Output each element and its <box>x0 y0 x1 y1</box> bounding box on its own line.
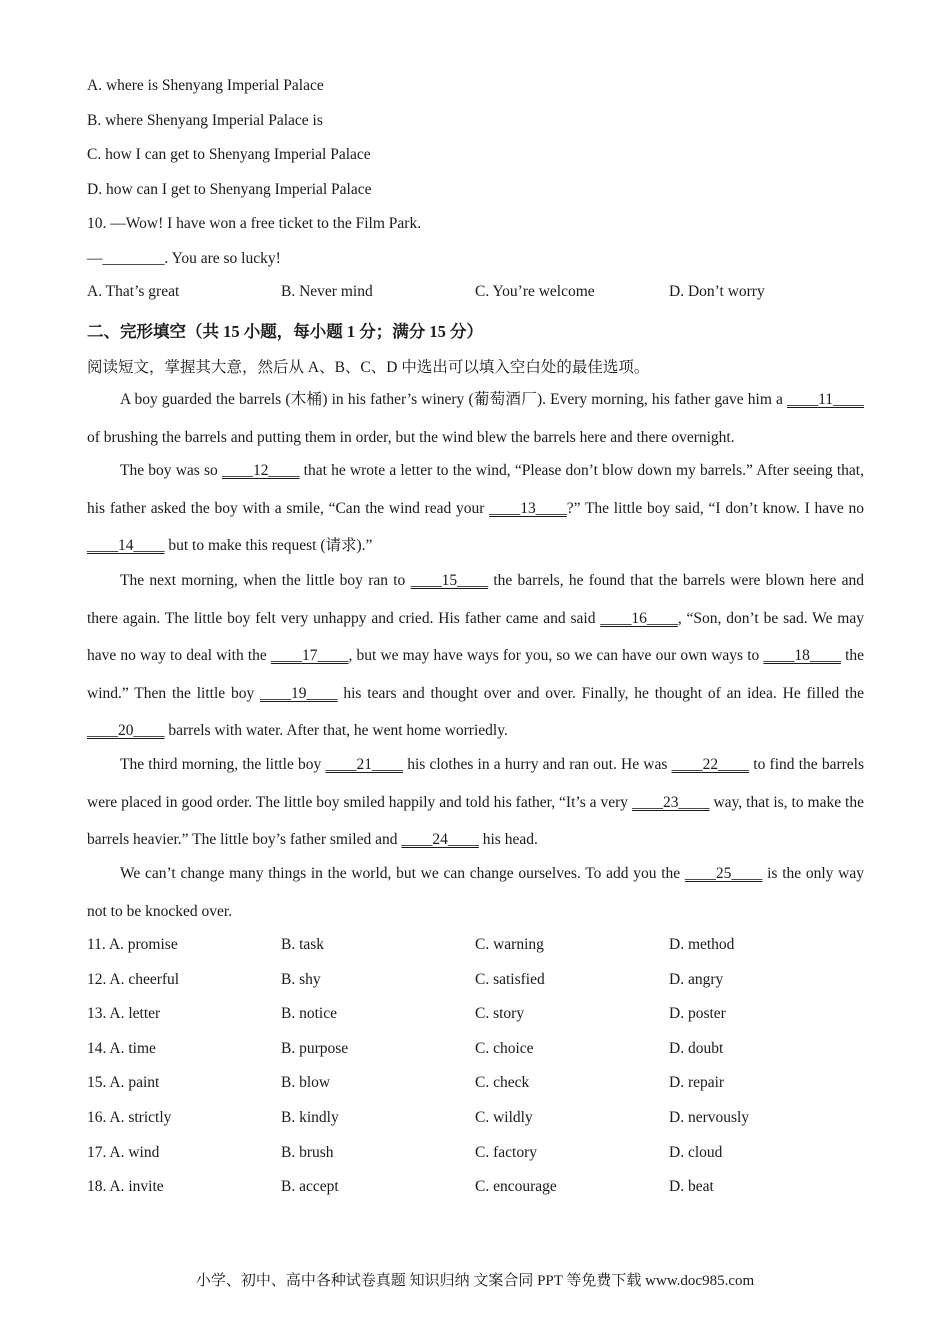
option-c: C. factory <box>475 1144 537 1161</box>
passage-text: , “Son, don’t be sad. We may have no way to deal with the <box>87 609 864 664</box>
option-b: B. purpose <box>281 1040 349 1057</box>
blank-11: ____11____ <box>787 391 864 408</box>
option-b: B. accept <box>281 1178 339 1195</box>
option-c: C. satisfied <box>475 971 545 988</box>
passage-text: of brushing the barrels and putting them in order, but the wind blew the barrels here and there overnight. <box>87 428 735 446</box>
q9-option-c: C. how I can get to Shenyang Imperial Palace <box>87 146 371 163</box>
passage-paragraph-5 <box>87 855 864 930</box>
passage-text: his head. <box>478 831 538 848</box>
blank-25: ____25____ <box>684 865 763 882</box>
blank-17: ____17____ <box>270 647 349 664</box>
blank-22: ____22____ <box>671 756 750 773</box>
question-11-options <box>87 936 877 956</box>
question-12-options <box>87 971 877 991</box>
option-a: 17. A. wind <box>87 1144 160 1161</box>
passage-text: to find the barrels were placed in good order. The little boy smiled happily and told his father, “It’s a very <box>87 756 864 811</box>
option-d: D. method <box>669 936 735 953</box>
option-b: B. task <box>281 936 325 953</box>
q10-option-a: A. That’s great <box>87 283 180 300</box>
option-a: 13. A. letter <box>87 1005 161 1022</box>
option-c: C. warning <box>475 936 544 953</box>
section-title: 二、完形填空（共 15 小题，每小题 1 分；满分 15 分） <box>87 322 483 341</box>
question-16-options <box>87 1109 877 1129</box>
q10-response: —________. You are so lucky! <box>87 250 281 267</box>
passage-text: The boy was so <box>120 462 222 479</box>
passage-text: The next morning, when the little boy ran to <box>120 572 411 589</box>
passage-text: The third morning, the little boy <box>120 756 326 773</box>
passage-paragraph-3 <box>87 562 864 750</box>
option-c: C. choice <box>475 1040 534 1057</box>
option-b: B. blow <box>281 1074 331 1091</box>
q9-option-a: A. where is Shenyang Imperial Palace <box>87 77 324 94</box>
question-14-options <box>87 1040 877 1060</box>
passage-text: that he wrote a letter to the wind, “Please don’t blow down my barrels.” After seeing that, his father asked the boy with a smile, “Can the wind read your <box>87 462 864 517</box>
passage-text: We can’t change many things in the world, but we can change ourselves. To add you the <box>120 865 685 882</box>
q10-prompt: 10. —Wow! I have won a free ticket to the Film Park. <box>87 215 422 232</box>
blank-18: ____18____ <box>763 647 841 664</box>
option-b: B. shy <box>281 971 321 988</box>
question-15-options <box>87 1074 877 1094</box>
passage-text: barrels with water. After that, he went home worriedly. <box>164 722 508 739</box>
q9-option-b: B. where Shenyang Imperial Palace is <box>87 112 323 129</box>
option-d: D. nervously <box>669 1109 750 1126</box>
passage-paragraph-2 <box>87 452 864 565</box>
question-18-options <box>87 1178 877 1198</box>
blank-20: ____20____ <box>87 722 165 739</box>
question-17-options <box>87 1144 877 1164</box>
q10-option-b: B. Never mind <box>281 283 373 300</box>
option-c: C. check <box>475 1074 530 1091</box>
option-d: D. repair <box>669 1074 725 1091</box>
blank-13: ____13____ <box>489 499 567 517</box>
q10-option-d: D. Don’t worry <box>669 283 765 300</box>
option-a: 16. A. strictly <box>87 1109 172 1126</box>
option-d: D. cloud <box>669 1144 723 1161</box>
option-a: 11. A. promise <box>87 936 178 953</box>
blank-14: ____14____ <box>87 537 165 554</box>
option-b: B. kindly <box>281 1109 339 1126</box>
blank-21: ____21____ <box>325 756 403 773</box>
option-a: 18. A. invite <box>87 1178 164 1195</box>
option-a: 12. A. cheerful <box>87 971 180 988</box>
passage-paragraph-4 <box>87 746 864 859</box>
q9-option-d: D. how can I get to Shenyang Imperial Palace <box>87 181 372 198</box>
blank-15: ____15____ <box>410 572 489 589</box>
option-a: 15. A. paint <box>87 1074 160 1091</box>
passage-text: A boy guarded the barrels (木桶) in his father’s winery (葡萄酒厂). Every morning, his father gave him a <box>120 391 788 408</box>
blank-19: ____19____ <box>260 684 338 702</box>
page-footer: 小学、初中、高中各种试卷真题 知识归纳 文案合同 PPT 等免费下载 www.doc985.com <box>195 1273 755 1289</box>
option-b: B. notice <box>281 1005 337 1022</box>
option-c: C. encourage <box>475 1178 557 1195</box>
q10-option-c: C. You’re welcome <box>475 283 595 300</box>
blank-12: ____12____ <box>221 462 300 479</box>
q10-options <box>87 283 877 303</box>
passage-text: his clothes in a hurry and ran out. He was <box>403 756 672 773</box>
option-c: C. story <box>475 1005 525 1022</box>
option-d: D. angry <box>669 971 724 988</box>
question-13-options <box>87 1005 877 1025</box>
blank-24: ____24____ <box>401 831 479 848</box>
option-c: C. wildly <box>475 1109 533 1126</box>
option-b: B. brush <box>281 1144 334 1161</box>
option-d: D. poster <box>669 1005 726 1022</box>
passage-text: way, that is, to make the barrels heavier.” The little boy’s father smiled and <box>87 793 864 848</box>
passage-text: the wind.” Then the little boy <box>87 647 865 702</box>
passage-paragraph-1 <box>87 381 864 456</box>
passage-text: is the only way not to be knocked over. <box>87 865 864 920</box>
section-instruction: 阅读短文，掌握其大意，然后从 A、B、C、D 中选出可以填入空白处的最佳选项。 <box>87 359 650 376</box>
passage-text: ?” The little boy said, “I don’t know. I have no <box>566 499 865 517</box>
option-d: D. doubt <box>669 1040 724 1057</box>
option-a: 14. A. time <box>87 1040 156 1057</box>
passage-text: but to make this request (请求).” <box>164 537 373 554</box>
option-d: D. beat <box>669 1178 714 1195</box>
passage-text: , but we may have ways for you, so we can have our own ways to <box>348 647 764 664</box>
passage-text: the barrels, he found that the barrels were blown here and there again. The little boy felt very unhappy and cried. His father came and said <box>87 572 865 627</box>
blank-16: ____16____ <box>600 609 678 627</box>
blank-23: ____23____ <box>632 793 710 811</box>
passage-text: his tears and thought over and over. Finally, he thought of an idea. He filled the <box>337 684 864 702</box>
